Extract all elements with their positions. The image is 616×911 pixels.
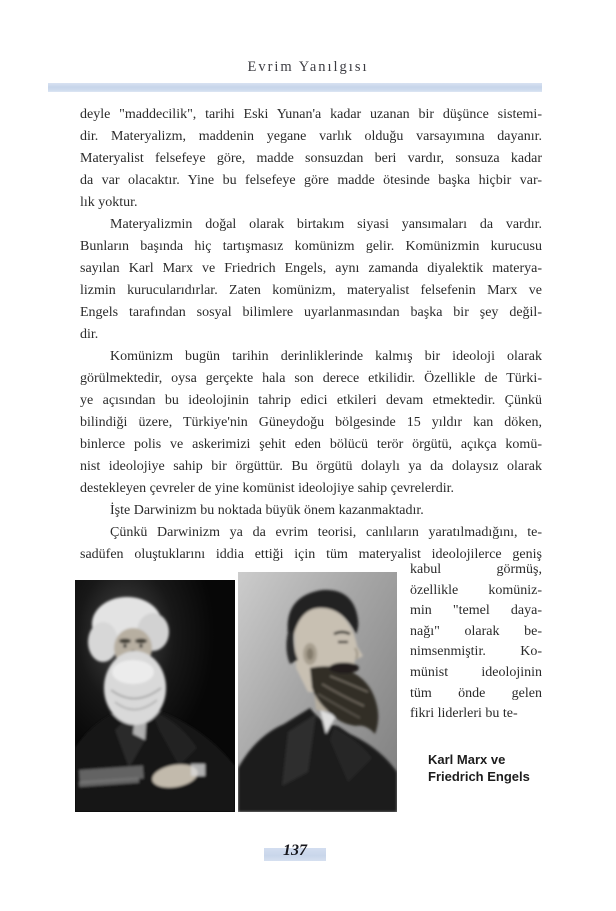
text-line: sayılan Karl Marx ve Friedrich Engels, aynı zamanda diyalektik materya- — [80, 261, 542, 276]
photo-caption — [428, 751, 548, 785]
text-line: özellikle komüniz- — [410, 582, 542, 598]
page-number: 137 — [283, 842, 307, 859]
text-line: bilindiği üzere, Türkiye'nin Güneydoğu bölgesinde 15 yıldır kan döken, — [80, 415, 542, 430]
text-line: kabul görmüş, — [410, 562, 542, 577]
text-line: dir. — [80, 327, 99, 342]
photo-caption-line: Friedrich Engels — [428, 769, 530, 784]
text-line: sadüfen oluştuklarını iddia ettiği için tüm materyalist ideolojilerce geniş — [80, 547, 542, 562]
paragraph-2 — [80, 214, 542, 346]
text-line: Bunların başında hiç tartışmasız komünizm gelir. Komünizmin kurucusu — [80, 239, 542, 254]
header-rule — [48, 83, 542, 92]
text-line: ye açısından bu ideolojinin tahrip edici etkileri devam etmektedir. Çünkü — [80, 393, 542, 408]
text-line: Engels tarafından sosyal bilimlere uyarlanmasından başka bir şey değil- — [80, 305, 542, 320]
text-line: da var olacaktır. Yine bu felsefeye göre madde ötesinde başka hiçbir var- — [80, 173, 542, 188]
text-line: lizmin kurucularıdırlar. Zaten komünizm, materyalist felsefenin Marx ve — [80, 283, 542, 298]
side-text-column — [410, 560, 542, 725]
text-line: deyle "maddecilik", tarihi Eski Yunan'a kadar uzanan bir düşünce sistemi- — [80, 107, 542, 122]
text-line: tüm önde gelen — [410, 685, 542, 701]
text-line: Komünizm bugün tarihin derinliklerinde kalmış bir ideoloji olarak — [110, 349, 542, 364]
body-text — [80, 104, 542, 566]
text-line: görülmektedir, oysa gerçekte hala son derece etkilidir. Özellikle de Türki- — [80, 371, 542, 386]
text-line: Materyalizmin doğal olarak birtakım siyasi yansımaları da vardır. — [110, 217, 542, 232]
running-header-title: Evrim Yanılgısı — [247, 59, 369, 75]
text-line: dir. Materyalizm, maddenin yegane varlık olduğu varsayımına dayanır. — [80, 129, 542, 144]
photo-caption-line: Karl Marx ve — [428, 752, 506, 767]
text-line: lık yoktur. — [80, 195, 138, 210]
text-line: nimsenmiştir. Ko- — [410, 644, 542, 660]
text-line: Çünkü Darwinizm ya da evrim teorisi, canlıların yaratılmadığını, te- — [110, 525, 542, 540]
text-line: fikri liderleri bu te- — [410, 706, 518, 722]
text-line: İşte Darwinizm bu noktada büyük önem kazanmaktadır. — [110, 503, 424, 518]
text-line: nist ideolojiye sahip bir örgüttür. Bu örgütü dolaylı ya da dolaysız olarak — [80, 459, 542, 474]
text-line: münist ideolojinin — [410, 664, 542, 680]
paragraph-4 — [80, 500, 542, 522]
text-line: binlerce polis ve askerimizi şehit eden bölücü terör örgütü, açıkça komü- — [80, 437, 542, 452]
karl-marx-photo — [75, 580, 235, 812]
text-line: Materyalist felsefeye göre, madde sonsuzdan beri vardır, sonsuza kadar — [80, 151, 542, 166]
text-line: destekleyen çevreler de yine komünist ideolojiye sahip çevrelerdir. — [80, 481, 454, 496]
paragraph-1 — [80, 104, 542, 214]
text-line: nağı" olarak be- — [410, 623, 542, 639]
paragraph-3 — [80, 346, 542, 500]
text-line: min "temel daya- — [410, 603, 542, 619]
friedrich-engels-photo — [238, 572, 397, 812]
